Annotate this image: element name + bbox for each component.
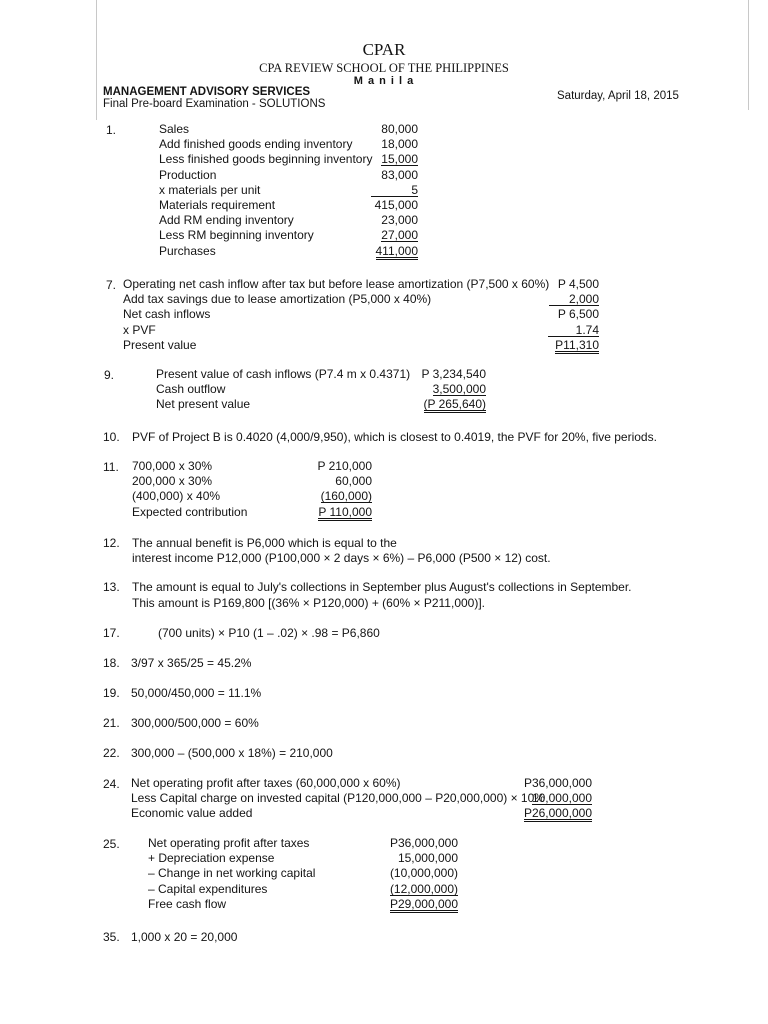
row-label: Expected contribution <box>132 504 248 519</box>
question-number: 17. <box>103 626 120 640</box>
table-row <box>159 122 421 137</box>
q1-table <box>159 122 421 259</box>
row-value: P26,000,000 <box>523 806 592 821</box>
row-label: Operating net cash inflow after tax but before lease amortization (P7,500 x 60%) <box>123 277 550 291</box>
row-label: + Depreciation expense <box>148 851 275 866</box>
question-text: The amount is equal to July's collections in September plus August's collections in September. <box>132 580 632 594</box>
row-label: Less finished goods beginning inventory <box>159 152 373 167</box>
q7-table <box>123 277 599 353</box>
row-label: 200,000 x 30% <box>132 474 213 489</box>
table-row <box>123 277 599 292</box>
table-row <box>132 459 372 474</box>
question-number: 18. <box>103 656 120 670</box>
header-exam: Final Pre-board Examination - SOLUTIONS <box>103 98 326 110</box>
row-value: P 4,500 <box>557 277 599 291</box>
row-label: Less Capital charge on invested capital (P120,000,000 – P20,000,000) × 10% <box>131 791 545 806</box>
question-text: (700 units) × P10 (1 – .02) × .98 = P6,860 <box>158 626 380 640</box>
question-number: 9. <box>104 368 115 382</box>
table-row <box>132 474 372 489</box>
row-label: Net operating profit after taxes (60,000,000 x 60%) <box>131 776 401 790</box>
table-row <box>159 198 421 213</box>
row-label: 700,000 x 30% <box>132 459 213 473</box>
table-row <box>123 338 599 353</box>
table-row <box>159 137 421 152</box>
row-value: 1.74 <box>548 324 599 337</box>
question-number: 21. <box>103 716 120 730</box>
question-text: The annual benefit is P6,000 which is equal to the <box>132 536 397 550</box>
row-value: P11,310 <box>555 337 599 352</box>
table-row <box>159 213 421 228</box>
table-row <box>148 882 458 897</box>
table-row <box>132 505 372 520</box>
q25-table <box>148 836 458 912</box>
row-value: 80,000 <box>381 122 418 136</box>
row-label: Net cash inflows <box>123 307 211 322</box>
table-row <box>148 897 458 912</box>
row-value: 60,000 <box>335 474 372 489</box>
table-row <box>132 489 372 504</box>
row-value: P 210,000 <box>317 459 372 473</box>
table-row <box>123 292 599 307</box>
question-number: 22. <box>103 746 120 760</box>
table-row <box>123 307 599 322</box>
row-label: x PVF <box>123 322 156 337</box>
row-value: 83,000 <box>381 167 418 182</box>
row-value: P36,000,000 <box>523 776 592 790</box>
row-label: Present value <box>123 337 197 352</box>
row-value: P 6,500 <box>557 307 599 322</box>
table-row <box>148 836 458 851</box>
header-title: CPAR <box>362 40 406 59</box>
row-value: 415,000 <box>374 197 418 212</box>
row-value: 2,000 <box>549 293 599 306</box>
row-label: Net present value <box>156 397 251 412</box>
row-label: Materials requirement <box>159 197 276 212</box>
row-label: Add RM ending inventory <box>159 213 294 228</box>
row-label: Economic value added <box>131 806 253 821</box>
question-number: 1. <box>106 123 117 137</box>
row-value: 15,000 <box>381 152 418 167</box>
table-row <box>131 806 592 821</box>
row-value: 23,000 <box>381 213 418 228</box>
row-value: (160,000) <box>320 489 372 504</box>
question-number: 12. <box>103 536 120 550</box>
row-value: P36,000,000 <box>389 836 458 850</box>
question-text: PVF of Project B is 0.4020 (4,000/9,950), which is closest to 0.4019, the PVF for 20%, five periods. <box>132 430 657 444</box>
table-row <box>131 776 592 791</box>
row-label: Sales <box>159 122 190 136</box>
row-label: Production <box>159 167 217 182</box>
header-city: M a n i l a <box>353 75 415 87</box>
question-text: This amount is P169,800 [(36% × P120,000) + (60% × P211,000)]. <box>132 596 485 610</box>
row-value: 10,000,000 <box>531 791 592 806</box>
table-row <box>159 228 421 243</box>
question-text: 3/97 x 365/25 = 45.2% <box>131 656 252 670</box>
question-number: 19. <box>103 686 120 700</box>
table-row <box>159 152 421 167</box>
row-value: 18,000 <box>381 137 418 152</box>
row-label: Free cash flow <box>148 896 227 911</box>
table-row <box>159 244 421 259</box>
row-value: 411,000 <box>375 243 418 258</box>
table-row <box>148 851 458 866</box>
row-value: P 3,234,540 <box>421 367 486 381</box>
question-text: 300,000/500,000 = 60% <box>131 716 259 730</box>
question-text: 1,000 x 20 = 20,000 <box>131 930 238 944</box>
question-text: 300,000 – (500,000 x 18%) = 210,000 <box>131 746 333 760</box>
question-number: 25. <box>103 837 120 851</box>
row-value: 3,500,000 <box>432 382 486 397</box>
table-row <box>148 866 458 881</box>
row-label: – Change in net working capital <box>148 866 316 881</box>
question-number: 24. <box>103 777 120 791</box>
row-value: (12,000,000) <box>389 881 458 896</box>
question-text: 50,000/450,000 = 11.1% <box>131 686 262 700</box>
row-value: P 110,000 <box>318 504 372 519</box>
row-label: (400,000) x 40% <box>132 489 221 504</box>
question-number: 7. <box>106 278 117 292</box>
table-row <box>156 382 486 397</box>
header-date: Saturday, April 18, 2015 <box>557 90 679 102</box>
page-edge-line <box>96 0 97 120</box>
table-row <box>159 183 421 198</box>
q9-table <box>156 367 486 413</box>
question-number: 35. <box>103 930 120 944</box>
header-subject: MANAGEMENT ADVISORY SERVICES <box>103 86 311 98</box>
row-value: P29,000,000 <box>389 896 458 911</box>
row-label: Present value of cash inflows (P7.4 m x 0.4371) <box>156 367 411 381</box>
question-number: 11. <box>103 460 119 474</box>
table-row <box>159 168 421 183</box>
row-label: x materials per unit <box>159 182 261 197</box>
table-row <box>131 791 592 806</box>
row-value: (10,000,000) <box>389 866 458 881</box>
q24-table <box>131 776 592 822</box>
row-value: 15,000,000 <box>397 851 458 866</box>
question-number: 10. <box>103 430 120 444</box>
question-text: interest income P12,000 (P100,000 × 2 days × 6%) – P6,000 (P500 × 12) cost. <box>132 551 551 565</box>
table-row <box>156 367 486 382</box>
question-number: 13. <box>103 580 120 594</box>
table-row <box>123 323 599 338</box>
row-label: Cash outflow <box>156 382 226 397</box>
row-label: Add tax savings due to lease amortization (P5,000 x 40%) <box>123 292 432 307</box>
header-school: CPA REVIEW SCHOOL OF THE PHILIPPINES <box>259 61 509 75</box>
row-value: (P 265,640) <box>423 397 486 412</box>
row-label: Less RM beginning inventory <box>159 228 314 243</box>
row-label: – Capital expenditures <box>148 881 268 896</box>
table-row <box>156 397 486 412</box>
q11-table <box>132 459 372 520</box>
row-label: Net operating profit after taxes <box>148 836 310 850</box>
row-label: Purchases <box>159 243 216 258</box>
row-value: 27,000 <box>381 228 418 243</box>
row-value: 5 <box>371 184 418 197</box>
row-label: Add finished goods ending inventory <box>159 137 353 152</box>
